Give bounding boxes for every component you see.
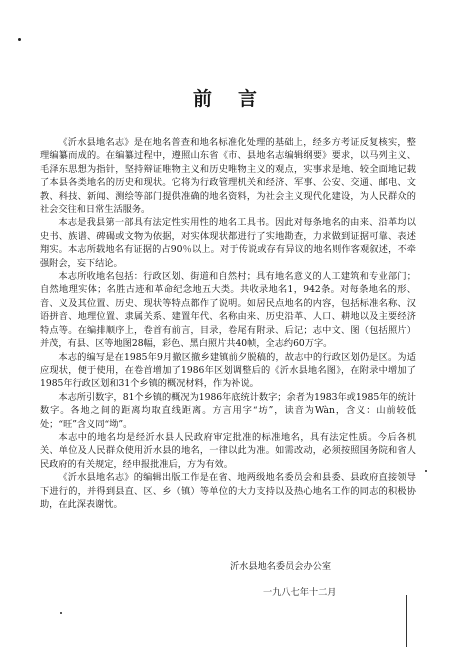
signature: 沂水县地名委员会办公室 [230, 561, 332, 572]
paragraph: 《沂水县地名志》是在地名普查和地名标准化处理的基础上，经多方考证反复核实，整理编纂而成的。在编纂过程中，遵照山东省《市、县地名志编辑纲要》要求，以马列主义、毛泽东思想为指针，坚持辩证唯物主义和历史唯物主义的观点，实事求是地、较全面地记载了本县各类地名的历史和现状。它将为行政管理机关和经济、军事、公安、交通、邮电、文教、科技、新闻、测绘等部门提供准确的地名资料，为社会主义现代化建设，为人民群众的社会交往和日常生活服务。 [40, 137, 416, 216]
paragraph: 本志是我县第一部具有法定性实用性的地名工具书。因此对每条地名的由来、沿革均以史书、族谱、碑碣或文物为依据，对实体现状都进行了实地勘查，力求做到证据可靠、表述翔实。本志所载地名有证据的占90％以上。对于传说或存有异议的地名则作客观叙述，不牵强附会，妄下结论。 [40, 217, 416, 269]
paragraph: 《沂水县地名志》的编辑出版工作是在省、地两级地名委员会和县委、县政府直接领导下进行的，并得到县直、区、乡（镇）等单位的大力支持以及热心地名工作的同志的积极协助，在此深表谢忱。 [40, 472, 416, 510]
paragraph: 本志的编写是在1985年9月撤区撤乡建镇前夕脱稿的，故志中的行政区划仍是区。为适应现状，便于使用，在卷首增加了1986年区划调整后的《沂水县地名图》，在附录中增加了1985年行政区划和31个乡镇的概况材料，作为补说。 [40, 351, 416, 390]
paragraph: 本志中的地名均是经沂水县人民政府审定批准的标准地名，具有法定性质。今后各机关、单位及人民群众使用沂水县的地名，一律以此为准。如需改动，必须按照国务院和省人民政府的有关规定，经申报批准后，方为有效。 [40, 431, 416, 470]
paragraph: 本志所收地名包括：行政区划、街道和自然村；具有地名意义的人工建筑和专业部门；自然地理实体；名胜古迹和革命纪念地五大类。共收录地名1，942条。对每条地名的形、音、义及其位置、历史、现状等特点都作了说明。如居民点地名的内容，包括标准名称、汉语拼音、地理位置、隶属关系、建置年代、名称由来、历史沿革、人口、耕地以及主要经济特点等。在编排顺序上，卷首有前言，目录，卷尾有附录、后记；志中文、图（包括照片）并茂，有县、区等地图28幅，彩色、黑白照片共40帧，全志约60万字。 [40, 271, 416, 350]
scan-speck [18, 38, 21, 41]
page-title: 前言 [192, 88, 283, 110]
scan-speck [425, 470, 427, 472]
paragraph: 本志所引数字，81个乡镇的概况为1986年底统计数字；余者为1983年或1985年的统计数字。各地之间的距离均取直线距离。方言用字“坊”，读音为Wàn，含义：山前较低处；“旺”含义同“坳”。 [40, 391, 416, 430]
date-line: 一九八七年十二月 [263, 587, 337, 598]
scan-margin-line [406, 595, 407, 647]
preface-body [40, 136, 416, 511]
scan-speck [60, 612, 62, 614]
